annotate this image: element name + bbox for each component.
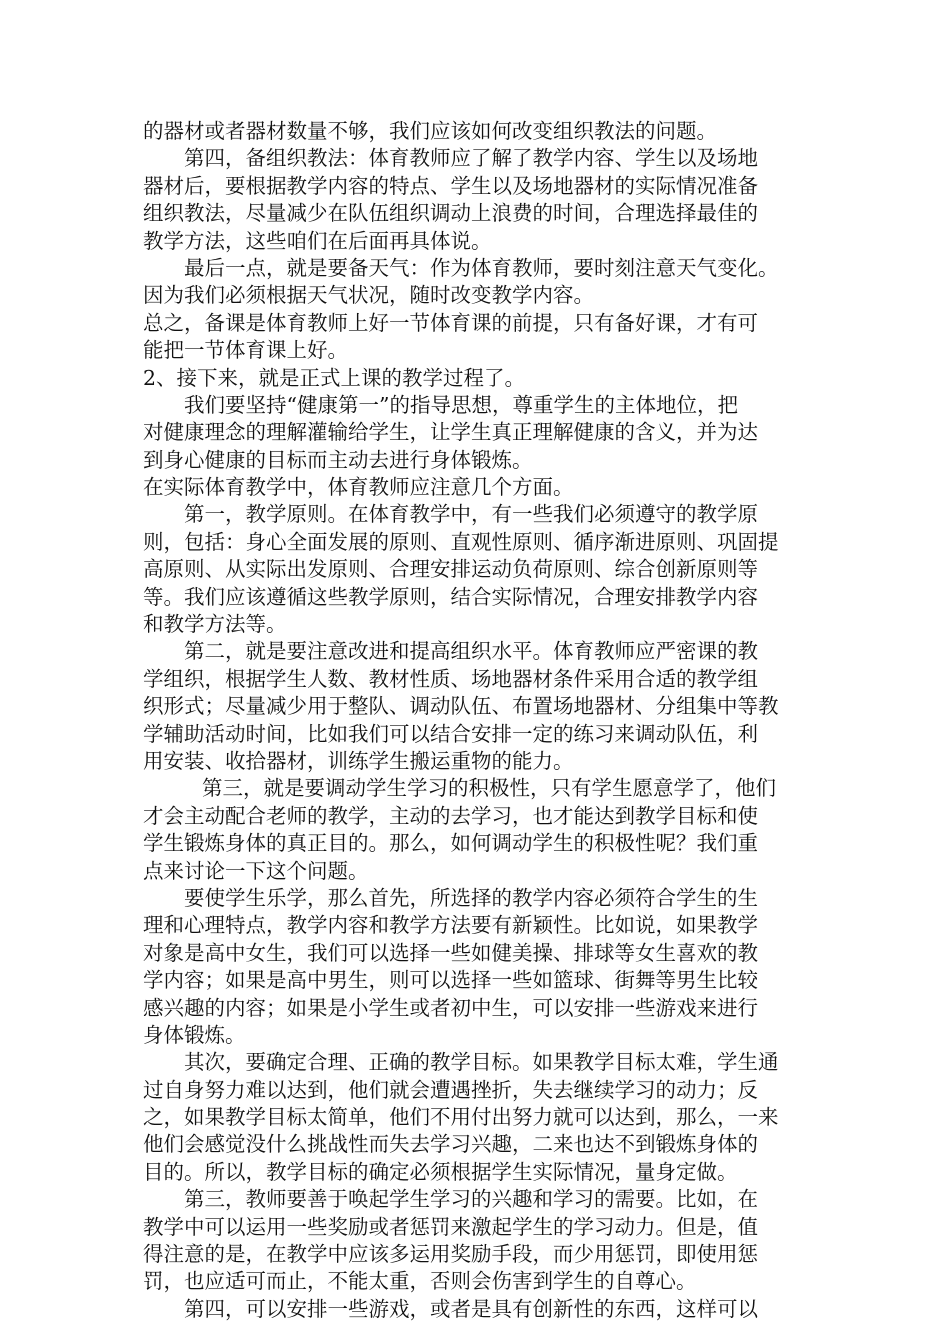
text-line: 第三，教师要善于唤起学生学习的兴趣和学习的需要。比如，在 bbox=[184, 1187, 758, 1212]
text-line: 等。我们应该遵循这些教学原则，结合实际情况，合理安排教学内容 bbox=[143, 584, 758, 609]
text-line: 其次，要确定合理、正确的教学目标。如果教学目标太难，学生通 bbox=[184, 1050, 779, 1075]
text-line: 学内容；如果是高中男生，则可以选择一些如篮球、街舞等男生比较 bbox=[143, 968, 758, 993]
text-line: 最后一点，就是要备天气：作为体育教师，要时刻注意天气变化。 bbox=[184, 255, 779, 280]
text-line: 和教学方法等。 bbox=[143, 612, 287, 637]
text-line: 高原则、从实际出发原则、合理安排运动负荷原则、综合创新原则等 bbox=[143, 557, 758, 582]
text-line: 罚，也应适可而止，不能太重，否则会伤害到学生的自尊心。 bbox=[143, 1269, 697, 1294]
text-line: 总之，备课是体育教师上好一节体育课的前提，只有备好课，才有可 bbox=[143, 310, 758, 335]
text-line: 的器材或者器材数量不够，我们应该如何改变组织教法的问题。 bbox=[143, 119, 717, 143]
text-line: 过自身努力难以达到，他们就会遭遇挫折，失去继续学习的动力；反 bbox=[143, 1077, 758, 1102]
text-line: 教学中可以运用一些奖励或者惩罚来激起学生的学习动力。但是，值 bbox=[143, 1214, 758, 1239]
text-line: 第三，就是要调动学生学习的积极性，只有学生愿意学了，他们 bbox=[202, 776, 776, 801]
text-line: 学组织，根据学生人数、教材性质、场地器材条件采用合适的教学组 bbox=[143, 666, 758, 691]
text-line: 学生锻炼身体的真正目的。那么，如何调动学生的积极性呢？我们重 bbox=[143, 831, 758, 856]
text-line: 他们会感觉没什么挑战性而失去学习兴趣，二来也达不到锻炼身体的 bbox=[143, 1132, 758, 1157]
text-line: 身体锻炼。 bbox=[143, 1022, 246, 1047]
text-line: 点来讨论一下这个问题。 bbox=[143, 858, 369, 883]
text-line: 对健康理念的理解灌输给学生，让学生真正理解健康的含义，并为达 bbox=[143, 420, 758, 445]
text-line: 对象是高中女生，我们可以选择一些如健美操、排球等女生喜欢的教 bbox=[143, 940, 758, 965]
text-line: 第四，可以安排一些游戏，或者是具有创新性的东西，这样可以 bbox=[184, 1296, 758, 1321]
text-line: 第四，备组织教法：体育教师应了解了教学内容、学生以及场地 bbox=[184, 146, 758, 171]
text-line: 理和心理特点，教学内容和教学方法要有新颖性。比如说，如果教学 bbox=[143, 913, 758, 938]
text-line: 教学方法，这些咱们在后面再具体说。 bbox=[143, 228, 492, 253]
text-line: 2、接下来，就是正式上课的教学过程了。 bbox=[143, 365, 526, 390]
text-line: 要使学生乐学，那么首先，所选择的教学内容必须符合学生的生 bbox=[184, 885, 758, 910]
text-line: 第一，教学原则。在体育教学中，有一些我们必须遵守的教学原 bbox=[184, 502, 758, 527]
text-line: 用安装、收拾器材，训练学生搬运重物的能力。 bbox=[143, 748, 574, 773]
text-line: 学辅助活动时间，比如我们可以结合安排一定的练习来调动队伍，利 bbox=[143, 721, 758, 746]
text-line: 在实际体育教学中，体育教师应注意几个方面。 bbox=[143, 475, 574, 500]
text-line: 器材后，要根据教学内容的特点、学生以及场地器材的实际情况准备 bbox=[143, 173, 758, 198]
text-line: 到身心健康的目标而主动去进行身体锻炼。 bbox=[143, 447, 533, 472]
text-line: 组织教法，尽量减少在队伍组织调动上浪费的时间，合理选择最佳的 bbox=[143, 201, 758, 226]
text-line: 因为我们必须根据天气状况，随时改变教学内容。 bbox=[143, 283, 594, 308]
text-line: 能把一节体育课上好。 bbox=[143, 338, 348, 363]
document-body bbox=[143, 118, 815, 1323]
text-line: 感兴趣的内容；如果是小学生或者初中生，可以安排一些游戏来进行 bbox=[143, 995, 758, 1020]
text-line: 第二，就是要注意改进和提高组织水平。体育教师应严密课的教 bbox=[184, 639, 758, 664]
text-line: 得注意的是，在教学中应该多运用奖励手段，而少用惩罚，即使用惩 bbox=[143, 1242, 758, 1267]
text-line: 目的。所以，教学目标的确定必须根据学生实际情况，量身定做。 bbox=[143, 1159, 738, 1184]
text-line: 织形式；尽量减少用于整队、调动队伍、布置场地器材、分组集中等教 bbox=[143, 694, 779, 719]
text-line: 之，如果教学目标太简单，他们不用付出努力就可以达到，那么，一来 bbox=[143, 1105, 779, 1130]
text-line: 我们要坚持“健康第一”的指导思想，尊重学生的主体地位，把 bbox=[184, 392, 738, 417]
text-line: 则，包括：身心全面发展的原则、直观性原则、循序渐进原则、巩固提 bbox=[143, 529, 779, 554]
text-line: 才会主动配合老师的教学，主动的去学习，也才能达到教学目标和使 bbox=[143, 803, 758, 828]
